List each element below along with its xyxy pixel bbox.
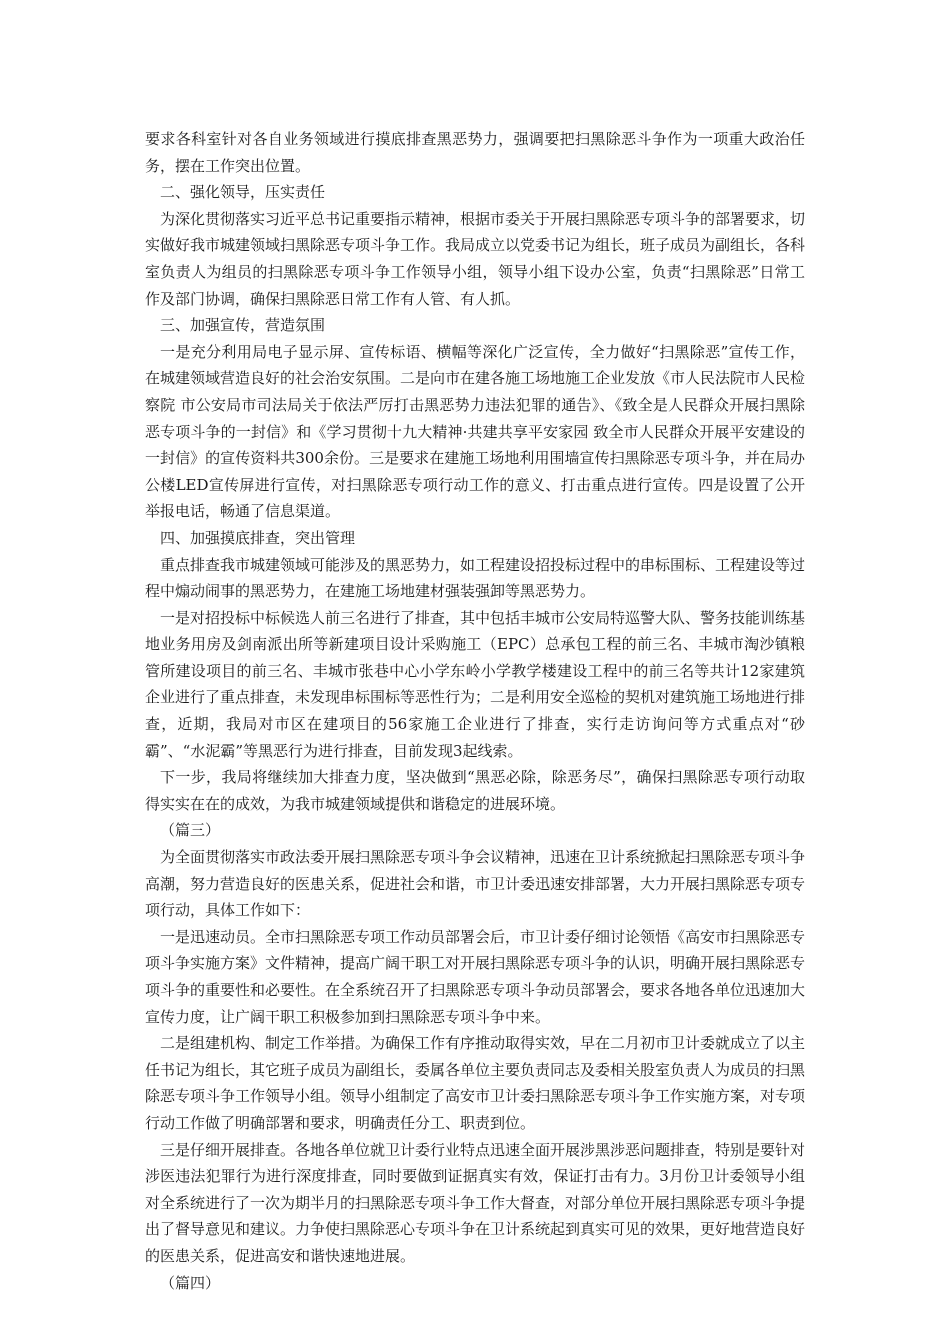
section-heading-publicity: 三、加强宣传，营造氛围 — [160, 316, 326, 335]
section-heading-leadership: 二、强化领导，压实责任 — [160, 183, 326, 202]
section-marker-part-four: （篇四） — [160, 1273, 221, 1292]
paragraph-part-three-intro: 为全面贯彻落实市政法委开展扫黑除恶专项斗争会议精神，迅速在卫计系统掀起扫黑除恶专项斗争高潮，努力营造良好的医患关系，促进社会和谐，市卫计委迅速安排部署，大力开展扫黑除恶专项专项行动，具体工作如下： — [145, 848, 806, 920]
paragraph-investigation-focus: 重点排查我市城建领域可能涉及的黑恶势力，如工程建设招投标过程中的串标围标、工程建设等过程中煽动闹事的黑恶势力，在建施工场地建材强装强卸等黑恶势力。 — [145, 555, 806, 601]
section-heading-investigation: 四、加强摸底排查，突出管理 — [160, 528, 356, 547]
paragraph-inspection: 三是仔细开展排查。各地各单位就卫计委行业特点迅速全面开展涉黑涉恶问题排查，特别是要针对涉医违法犯罪行为进行深度排查，同时要做到证据真实有效，保证打击有力。3月份卫计委领导小组对全系统进行了一次为期半月的扫黑除恶专项斗争工作大督查，对部分单位开展扫黑除恶专项斗争提出了督导意见和建议。力争使扫黑除恶心专项斗争在卫计系统起到真实可见的效果，更好地营造良好的医患关系，促进高安和谐快速地进展。 — [145, 1140, 806, 1265]
paragraph-leadership: 为深化贯彻落实习近平总书记重要指示精神，根据市委关于开展扫黑除恶专项斗争的部署要求，切实做好我市城建领域扫黑除恶专项斗争工作。我局成立以党委书记为组长，班子成员为副组长，各科室负责人为组员的扫黑除恶专项斗争工作领导小组，领导小组下设办公室，负责“扫黑除恶”日常工作及部门协调，确保扫黑除恶日常工作有人管、有人抓。 — [145, 209, 806, 308]
paragraph-publicity: 一是充分利用局电子显示屏、宣传标语、横幅等深化广泛宣传，全力做好“扫黑除恶”宣传工作，在城建领域营造良好的社会治安氛围。二是向市在建各施工场地施工企业发放《市人民法院市人民检察院 市公安局市司法局关于依法严厉打击黑恶势力违法犯罪的通告》、《致全是人民群众开展扫黑除恶专项斗争的一封信》和《学习贯彻十九大精神·共建共享平安家园 致全市人民群众开展平安建设的一封信》的宣传资料共300余份。三是要求在建施工场地利用围墙宣传扫黑除恶专项斗争，并在局办公楼LED宣传屏进行宣传，对扫黑除恶专项行动工作的意义、打击重点进行宣传。四是设置了公开举报电话，畅通了信息渠道。 — [145, 342, 806, 521]
paragraph-organization: 二是组建机构、制定工作举措。为确保工作有序推动取得实效，早在二月初市卫计委就成立了以主任书记为组长，其它班子成员为副组长，委属各单位主要负责同志及委相关股室负责人为成员的扫黑除恶专项斗争工作领导小组。领导小组制定了高安市卫计委扫黑除恶专项斗争工作实施方案，对专项行动工作做了明确部署和要求，明确责任分工、职责到位。 — [145, 1034, 806, 1132]
paragraph-investigation-details: 一是对招投标中标候选人前三名进行了排查，其中包括丰城市公安局特巡警大队、警务技能训练基地业务用房及剑南派出所等新建项目设计采购施工（EPC）总承包工程的前三名、丰城市淘沙镇粮管所建设项目的前三名、丰城市张巷中心小学东岭小学教学楼建设工程中的前三名等共计12家建筑企业进行了重点排查，未发现串标围标等恶性行为；二是利用安全巡检的契机对建筑施工场地进行排查，近期，我局对市区在建项目的56家施工企业进行了排查，实行走访询问等方式重点对“砂霸”、“水泥霸”等黑恶行为进行排查，目前发现3起线索。 — [145, 608, 806, 760]
paragraph-next-steps: 下一步，我局将继续加大排查力度，坚决做到“黑恶必除，除恶务尽”，确保扫黑除恶专项行动取得实实在在的成效，为我市城建领域提供和谐稳定的进展环境。 — [145, 768, 805, 813]
paragraph-intro-continuation: 要求各科室针对各自业务领域进行摸底排查黑恶势力，强调要把扫黑除恶斗争作为一项重大政治任务，摆在工作突出位置。 — [145, 130, 805, 175]
section-marker-part-three: （篇三） — [160, 821, 221, 840]
document-body — [145, 126, 805, 1296]
paragraph-mobilization: 一是迅速动员。全市扫黑除恶专项工作动员部署会后，市卫计委仔细讨论领悟《高安市扫黑除恶专项斗争实施方案》文件精神，提高广阔干职工对开展扫黑除恶专项斗争的认识，明确开展扫黑除恶专项斗争的重要性和必要性。在全系统召开了扫黑除恶专项斗争动员部署会，要求各地各单位迅速加大宣传力度，让广阔干职工积极参加到扫黑除恶专项斗争中来。 — [145, 927, 806, 1026]
